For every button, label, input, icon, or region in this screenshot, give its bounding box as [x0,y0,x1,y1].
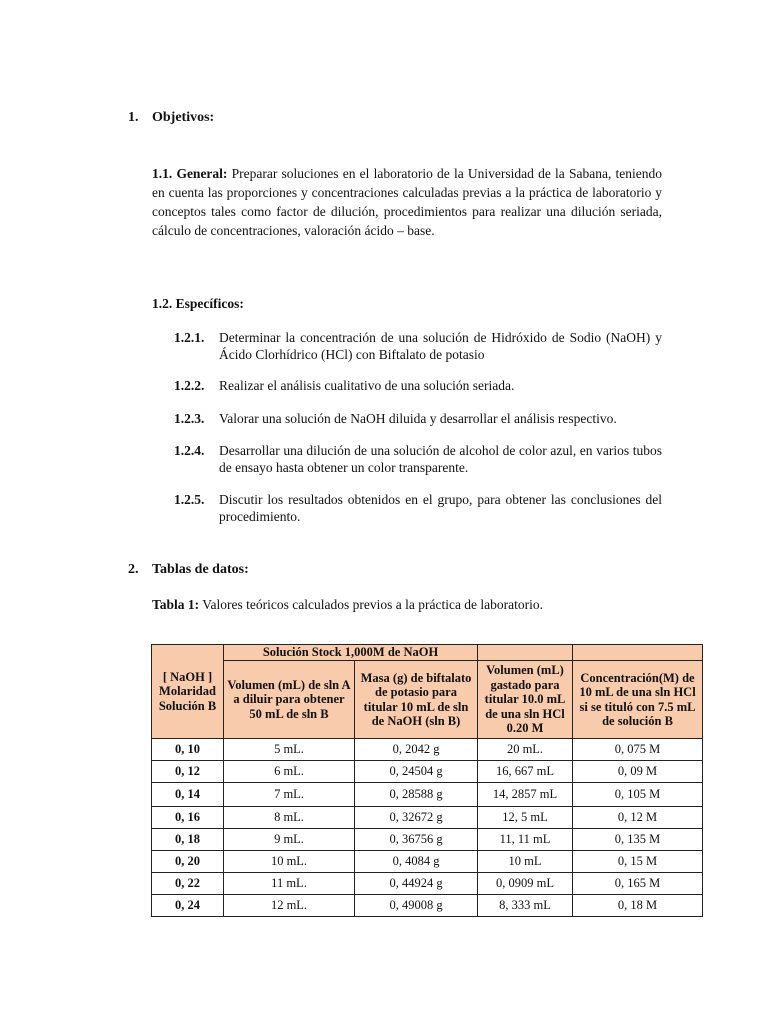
table-cell: 0, 0909 mL [478,873,573,895]
table-cell: 9 mL. [224,829,355,851]
objective-text: Realizar el análisis cualitativo de una solución seriada. [219,378,515,393]
table-header: Masa (g) de biftalato de potasio para titular 10 mL de sln de NaOH (sln B) [355,661,478,739]
objective-number: 1.2.2. [174,378,205,393]
table-cell: 0, 36756 g [355,829,478,851]
table-cell: 0, 18 M [573,895,703,917]
table-cell: 0, 20 [152,851,224,873]
table-cell: 20 mL. [478,739,573,761]
table-cell: 12 mL. [224,895,355,917]
table-cell: 0, 28588 g [355,783,478,807]
table-cell: 0, 44924 g [355,873,478,895]
table-row [152,783,703,807]
table-caption-text: Valores teóricos calculados previos a la práctica de laboratorio. [202,597,544,612]
table-row [152,807,703,829]
table-cell: 12, 5 mL [478,807,573,829]
table-cell: 6 mL. [224,761,355,783]
section-number: 2. [128,562,139,577]
objective-text: Valorar una solución de NaOH diluida y desarrollar el análisis respectivo. [219,411,617,426]
general-label: 1.1. General: [152,166,228,181]
table-header: [ NaOH ] Molaridad Solución B [152,645,224,739]
table-cell: 16, 667 mL [478,761,573,783]
table-cell: 0, 105 M [573,783,703,807]
table-cell: 0, 49008 g [355,895,478,917]
objective-item [174,378,662,395]
table-cell: 0, 24 [152,895,224,917]
objective-item [174,443,662,476]
table-row [152,761,703,783]
table-header-blank [478,645,573,661]
objective-number: 1.2.4. [174,443,205,458]
table-cell: 8, 333 mL [478,895,573,917]
objective-number: 1.2.3. [174,411,205,426]
objective-text: Discutir los resultados obtenidos en el grupo, para obtener las conclusiones del procedimiento. [219,492,662,524]
table-cell: 7 mL. [224,783,355,807]
table-cell: 0, 24504 g [355,761,478,783]
objective-item [174,330,662,363]
table-header-blank [573,645,703,661]
table-header: Volumen (mL) gastado para titular 10.0 mL de una sln HCl 0.20 M [478,661,573,739]
table-caption [152,597,543,613]
general-objective [152,164,662,240]
table-cell: 0, 165 M [573,873,703,895]
especificos-heading: 1.2. Específicos: [152,296,244,311]
table-cell: 0, 09 M [573,761,703,783]
table-cell: 0, 2042 g [355,739,478,761]
table-row [152,851,703,873]
table-cell: 0, 22 [152,873,224,895]
table-group-header: Solución Stock 1,000M de NaOH [224,645,478,661]
table-cell: 8 mL. [224,807,355,829]
objective-item [174,411,662,428]
section-tablas-heading [128,562,249,578]
table-cell: 0, 18 [152,829,224,851]
table-cell: 0, 10 [152,739,224,761]
table-caption-label: Tabla 1: [152,597,200,612]
table-row [152,739,703,761]
table-row [152,873,703,895]
table-cell: 10 mL. [224,851,355,873]
table-cell: 11, 11 mL [478,829,573,851]
table-row [152,829,703,851]
objective-number: 1.2.1. [174,330,205,345]
table-cell: 10 mL [478,851,573,873]
objective-number: 1.2.5. [174,492,205,507]
section-objetivos-heading [128,110,214,126]
section-title: Tablas de datos: [152,562,249,577]
table-cell: 11 mL. [224,873,355,895]
table-cell: 0, 075 M [573,739,703,761]
table-row [152,895,703,917]
table-cell: 14, 2857 mL [478,783,573,807]
data-table [151,644,703,917]
table-cell: 0, 32672 g [355,807,478,829]
table-cell: 0, 4084 g [355,851,478,873]
table-cell: 0, 15 M [573,851,703,873]
general-text: Preparar soluciones en el laboratorio de la Universidad de la Sabana, teniendo en cuenta las proporciones y concentraciones calculadas previas a la práctica de laboratorio y conceptos tales como factor de dilución, procedimientos para realizar una dilución seriada, cálculo de concentraciones, valoración ácido – base. [152,166,663,238]
table-cell: 0, 14 [152,783,224,807]
table-cell: 0, 16 [152,807,224,829]
table-cell: 0, 135 M [573,829,703,851]
objective-text: Determinar la concentración de una solución de Hidróxido de Sodio (NaOH) y Ácido Clorhídrico (HCl) con Biftalato de potasio [219,330,662,362]
objective-text: Desarrollar una dilución de una solución de alcohol de color azul, en varios tubos de ensayo hasta obtener un color transparente. [219,443,662,475]
section-title: Objetivos: [152,110,215,125]
table-header: Volumen (mL) de sln A a diluir para obtener 50 mL de sln B [224,661,355,739]
table-header: Concentración(M) de 10 mL de una sln HCl si se tituló con 7.5 mL de solución B [573,661,703,739]
table-cell: 0, 12 M [573,807,703,829]
table-cell: 5 mL. [224,739,355,761]
section-number: 1. [128,110,139,125]
objective-item [174,492,662,525]
table-cell: 0, 12 [152,761,224,783]
